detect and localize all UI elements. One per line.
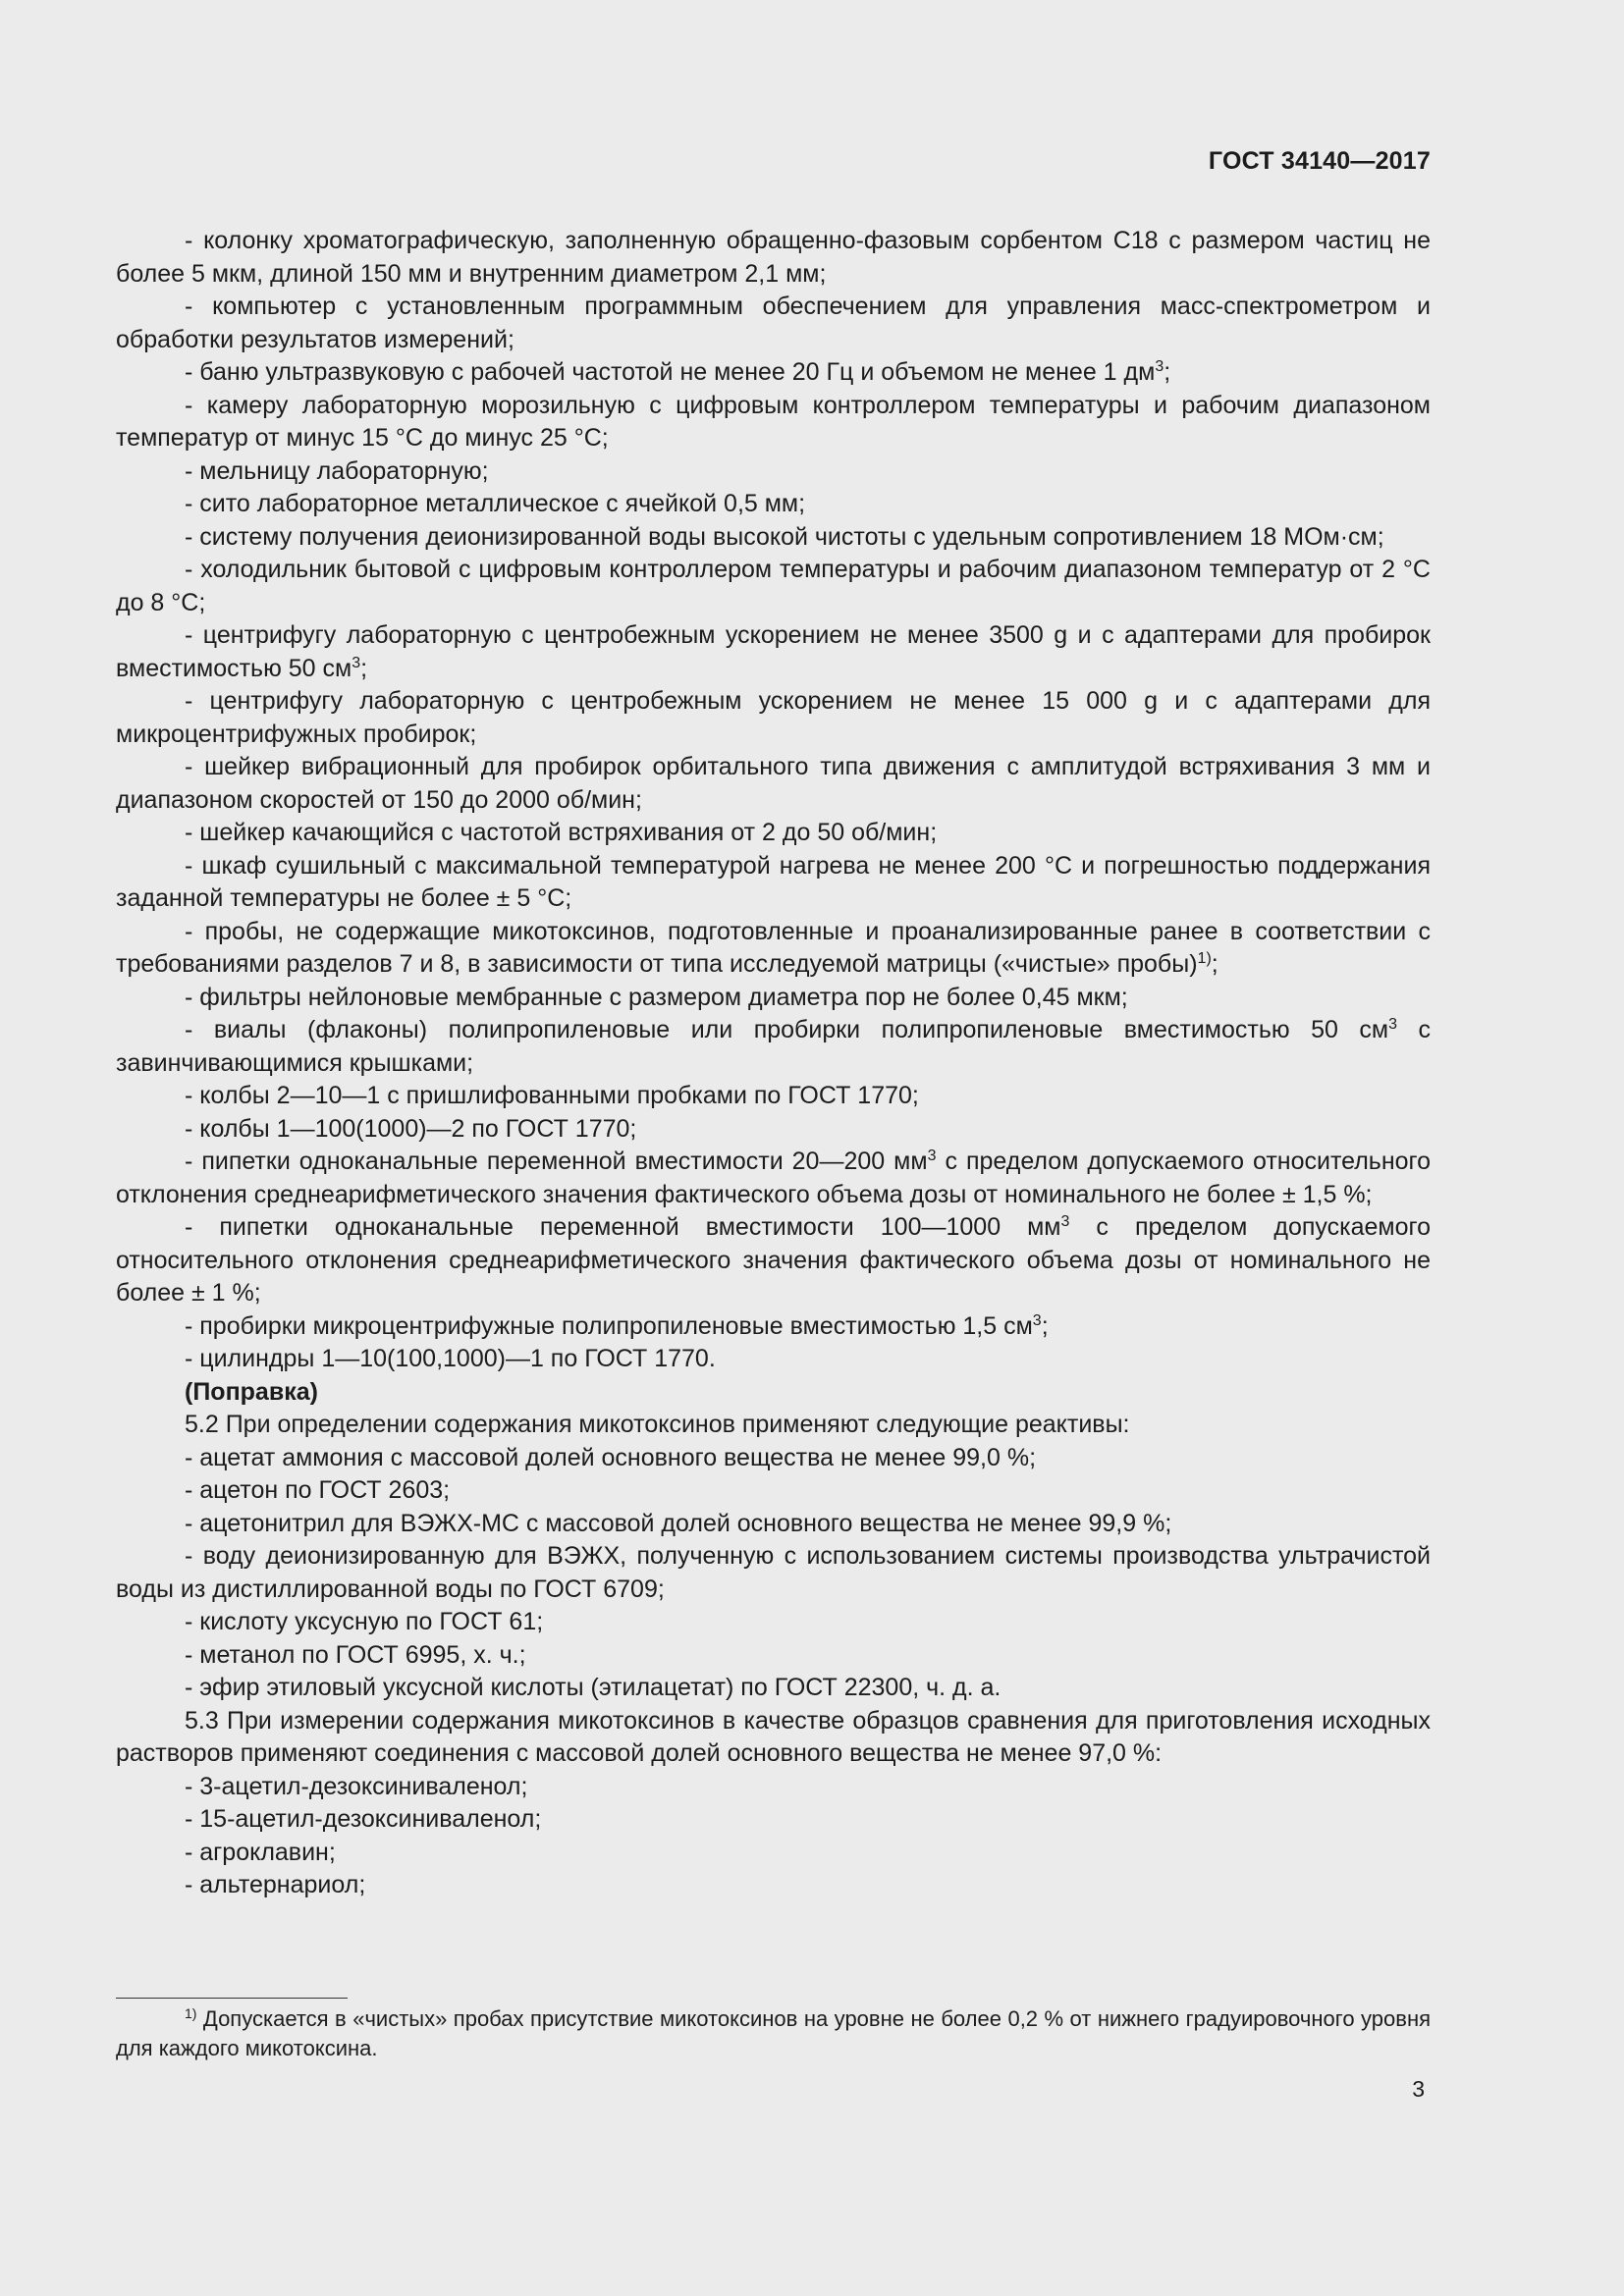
list-item: - камеру лабораторную морозильную с цифровым контроллером температуры и рабочим диапазоном температур от минус 15 °С до минус 25 °С;: [116, 391, 1431, 452]
document-body: [116, 225, 1431, 1902]
list-item: - пробирки микроцентрифужные полипропиленовые вместимостью 1,5 $см^3$;: [185, 1311, 1049, 1340]
footnote-ref: 1): [1197, 950, 1212, 967]
list-item: - колонку хроматографическую, заполненную обращенно-фазовым сорбентом C18 с размером частиц не более 5 мкм, длиной 150 мм и внутренним диаметром 2,1 мм;: [116, 227, 1431, 288]
superscript: 3: [352, 654, 361, 671]
superscript: 3: [1155, 358, 1164, 375]
section-5-3: 5.3 При измерении содержания микотоксинов в качестве образцов сравнения для приготовления исходных растворов применяют соединения с массовой долей основного вещества не менее 97,0 %:: [116, 1706, 1431, 1767]
superscript: 3: [927, 1148, 937, 1164]
list-item: - воду деионизированную для ВЭЖХ, полученную с использованием системы производства ультрачистой воды из дистиллированной воды по ГОСТ 6709;: [116, 1542, 1431, 1603]
list-item: - альтернариол;: [185, 1871, 366, 1898]
amendment-note: (Поправка): [185, 1377, 318, 1406]
section-5-2: 5.2 При определении содержания микотоксинов применяют следующие реактивы:: [185, 1411, 1130, 1438]
list-item: - ацетат аммония с массовой долей основного вещества не менее 99,0 %;: [185, 1443, 1037, 1471]
list-item: - пипетки одноканальные переменной вместимости 100—1000 $мм^3$ с пределом допускаемого относительного отклонения среднеарифметического значения фактического объема дозы от номинального не более ± 1 %;: [116, 1213, 1431, 1307]
list-item: - центрифугу лабораторную с центробежным ускорением не менее 3500 g и с адаптерами для пробирок вместимостью 50 $см^3$;: [116, 621, 1431, 682]
list-item: - колбы 2—10—1 с пришлифованными пробками по ГОСТ 1770;: [185, 1082, 919, 1109]
page-number: 3: [1412, 2076, 1425, 2102]
list-item: - 15-ацетил-дезоксиниваленол;: [185, 1805, 542, 1833]
list-item: - фильтры нейлоновые мембранные с размером диаметра пор не более 0,45 мкм;: [185, 983, 1128, 1011]
footnote-marker: 1): [185, 2005, 197, 2021]
list-item: - цилиндры 1—10(100,1000)—1 по ГОСТ 1770.: [185, 1345, 716, 1372]
list-item: - эфир этиловый уксусной кислоты (этилацетат) по ГОСТ 22300, ч. д. а.: [185, 1674, 1001, 1701]
list-item: - компьютер с установленным программным обеспечением для управления масс-спектрометром и обработки результатов измерений;: [116, 293, 1431, 353]
superscript: 3: [1060, 1213, 1070, 1230]
list-item: - метанол по ГОСТ 6995, х. ч.;: [185, 1640, 526, 1669]
list-item: - шейкер вибрационный для пробирок орбитального типа движения с амплитудой встряхивания 3 мм и диапазоном скоростей от 150 до 2000 об/мин;: [116, 753, 1431, 814]
list-item: - пробы, не содержащие микотоксинов, подготовленные и проанализированные ранее в соответствии с требованиями разделов 7 и 8, в зависимости от типа исследуемой матрицы («чистые» пробы)$^{1)}$;: [116, 917, 1431, 978]
footnote-divider: [116, 1998, 348, 1999]
list-item: - пипетки одноканальные переменной вместимости 20—200 $мм^3$ с пределом допускаемого относительного отклонения среднеарифметического значения фактического объема дозы от номинального не более ± 1,5 %;: [116, 1148, 1431, 1208]
list-item: - шейкер качающийся с частотой встряхивания от 2 до 50 об/мин;: [185, 819, 938, 846]
footnote: $^{1)}$ Допускается в «чистых» пробах присутствие микотоксинов на уровне не более 0,2 % от нижнего градуировочного уровня для каждого микотоксина.: [116, 2005, 1431, 2060]
superscript: 3: [1388, 1016, 1397, 1033]
list-item: - баню ультразвуковую с рабочей частотой не менее 20 Гц и объемом не менее 1 $дм^3$;: [185, 358, 1171, 386]
superscript: 3: [1032, 1311, 1042, 1329]
list-item: - сито лабораторное металлическое с ячейкой 0,5 мм;: [185, 490, 806, 517]
list-item: - ацетонитрил для ВЭЖХ-МС с массовой долей основного вещества не менее 99,9 %;: [185, 1509, 1172, 1537]
list-item: - шкаф сушильный с максимальной температурой нагрева не менее 200 °С и погрешностью поддержания заданной температуры не более ± 5 °С;: [116, 851, 1431, 912]
list-item: - колбы 1—100(1000)—2 по ГОСТ 1770;: [185, 1114, 637, 1143]
list-item: - 3-ацетил-дезоксиниваленол;: [185, 1772, 528, 1800]
list-item: - агроклавин;: [185, 1838, 336, 1866]
list-item: - кислоту уксусную по ГОСТ 61;: [185, 1608, 544, 1635]
list-item: - центрифугу лабораторную с центробежным ускорением не менее 15 000 g и с адаптерами для микроцентрифужных пробирок;: [116, 687, 1431, 748]
list-item: - систему получения деионизированной воды высокой чистоты с удельным сопротивлением 18 МОм·см;: [185, 522, 1384, 551]
list-item: - виалы (флаконы) полипропиленовые или пробирки полипропиленовые вместимостью 50 $см^3$ с завинчивающимися крышками;: [116, 1016, 1431, 1077]
list-item: - мельницу лабораторную;: [185, 456, 489, 485]
list-item: - ацетон по ГОСТ 2603;: [185, 1476, 451, 1504]
document-header: ГОСТ 34140—2017: [1208, 147, 1431, 175]
list-item: - холодильник бытовой с цифровым контроллером температуры и рабочим диапазоном температур от 2 °С до 8 °С;: [116, 556, 1431, 616]
